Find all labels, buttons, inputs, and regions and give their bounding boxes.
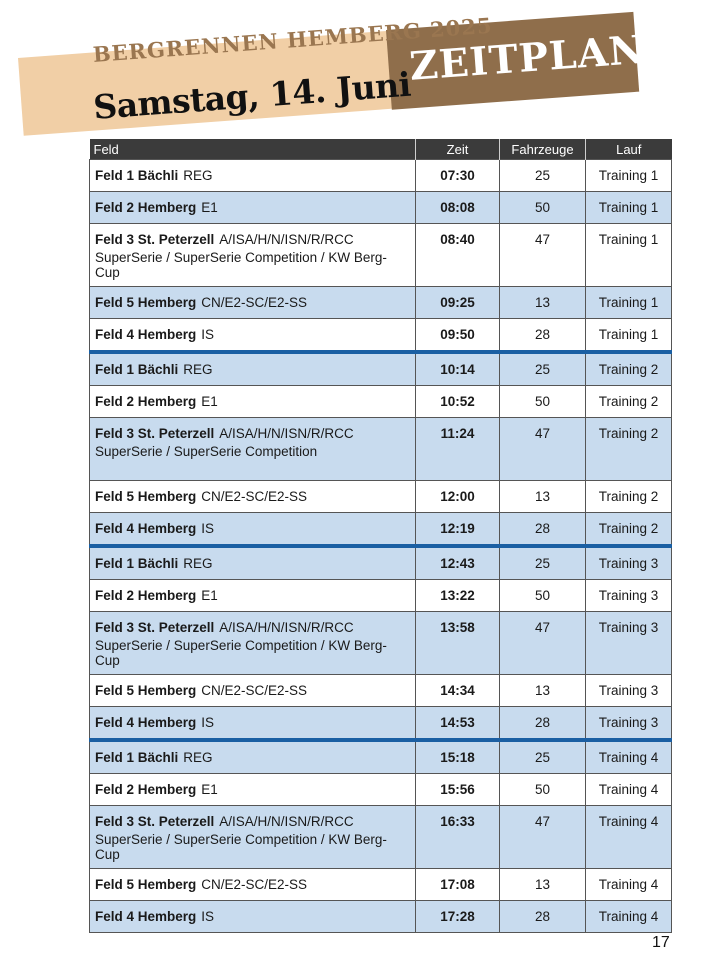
table-row <box>90 869 672 901</box>
table-row <box>90 224 672 287</box>
feld-name: Feld 3 St. Peterzell <box>95 814 215 829</box>
feld-name: Feld 3 St. Peterzell <box>95 426 215 441</box>
feld-name: Feld 2 Hemberg <box>95 588 197 603</box>
table-header-row <box>90 139 672 160</box>
feld-cell <box>90 386 416 418</box>
fahrzeuge-cell: 13 <box>500 287 586 319</box>
zeit-cell: 14:53 <box>416 707 500 741</box>
feld-class: REG <box>183 750 213 765</box>
table-row <box>90 160 672 192</box>
feld-cell <box>90 774 416 806</box>
table-row <box>90 192 672 224</box>
table-row <box>90 546 672 580</box>
feld-name: Feld 2 Hemberg <box>95 394 197 409</box>
feld-name: Feld 2 Hemberg <box>95 782 197 797</box>
feld-name: Feld 4 Hemberg <box>95 715 197 730</box>
fahrzeuge-cell: 25 <box>500 740 586 774</box>
feld-series: SuperSerie / SuperSerie Competition / KW Berg-Cup <box>95 250 387 280</box>
feld-name: Feld 5 Hemberg <box>95 877 197 892</box>
feld-class: E1 <box>201 394 218 409</box>
fahrzeuge-cell: 47 <box>500 806 586 869</box>
feld-cell <box>90 675 416 707</box>
feld-name: Feld 1 Bächli <box>95 362 179 377</box>
lauf-cell: Training 4 <box>586 869 672 901</box>
zeit-cell: 08:08 <box>416 192 500 224</box>
feld-name: Feld 3 St. Peterzell <box>95 232 215 247</box>
lauf-cell: Training 1 <box>586 319 672 353</box>
feld-name: Feld 5 Hemberg <box>95 683 197 698</box>
feld-class: A/ISA/H/N/ISN/R/RCC <box>219 814 354 829</box>
feld-cell <box>90 901 416 933</box>
lauf-cell: Training 1 <box>586 160 672 192</box>
column-header-lauf: Lauf <box>586 139 672 160</box>
feld-name: Feld 4 Hemberg <box>95 909 197 924</box>
feld-cell <box>90 740 416 774</box>
event-title: BERGRENNEN HEMBERG 2025 <box>92 12 494 67</box>
fahrzeuge-cell: 25 <box>500 160 586 192</box>
zeit-cell: 15:18 <box>416 740 500 774</box>
table-row <box>90 386 672 418</box>
fahrzeuge-cell: 50 <box>500 386 586 418</box>
fahrzeuge-cell: 28 <box>500 707 586 741</box>
feld-cell <box>90 513 416 547</box>
lauf-cell: Training 2 <box>586 352 672 386</box>
lauf-cell: Training 1 <box>586 287 672 319</box>
feld-name: Feld 2 Hemberg <box>95 200 197 215</box>
feld-cell <box>90 192 416 224</box>
feld-cell <box>90 224 416 287</box>
zeit-cell: 11:24 <box>416 418 500 481</box>
table-row <box>90 740 672 774</box>
feld-name: Feld 3 St. Peterzell <box>95 620 215 635</box>
schedule-table <box>89 139 672 933</box>
zeit-cell: 13:22 <box>416 580 500 612</box>
table-row <box>90 513 672 547</box>
lauf-cell: Training 3 <box>586 580 672 612</box>
feld-cell <box>90 418 416 481</box>
section-title: ZEITPLAN <box>408 26 647 90</box>
lauf-cell: Training 1 <box>586 192 672 224</box>
feld-cell <box>90 580 416 612</box>
fahrzeuge-cell: 47 <box>500 612 586 675</box>
zeit-cell: 12:00 <box>416 481 500 513</box>
lauf-cell: Training 4 <box>586 806 672 869</box>
feld-class: A/ISA/H/N/ISN/R/RCC <box>219 426 354 441</box>
feld-class: CN/E2-SC/E2-SS <box>201 877 308 892</box>
zeit-cell: 09:50 <box>416 319 500 353</box>
fahrzeuge-cell: 13 <box>500 481 586 513</box>
feld-cell <box>90 481 416 513</box>
zeit-cell: 14:34 <box>416 675 500 707</box>
zeit-cell: 12:19 <box>416 513 500 547</box>
lauf-cell: Training 4 <box>586 901 672 933</box>
table-row <box>90 418 672 481</box>
table-row <box>90 675 672 707</box>
column-header-feld: Feld <box>90 139 416 160</box>
lauf-cell: Training 3 <box>586 612 672 675</box>
feld-name: Feld 1 Bächli <box>95 750 179 765</box>
feld-cell <box>90 160 416 192</box>
feld-series: SuperSerie / SuperSerie Competition / KW Berg-Cup <box>95 832 387 862</box>
zeit-cell: 08:40 <box>416 224 500 287</box>
zeit-cell: 07:30 <box>416 160 500 192</box>
table-row <box>90 580 672 612</box>
feld-cell <box>90 352 416 386</box>
feld-cell <box>90 612 416 675</box>
feld-class: REG <box>183 168 213 183</box>
table-row <box>90 774 672 806</box>
fahrzeuge-cell: 13 <box>500 869 586 901</box>
feld-cell <box>90 707 416 741</box>
table-row <box>90 287 672 319</box>
feld-name: Feld 1 Bächli <box>95 556 179 571</box>
lauf-cell: Training 2 <box>586 386 672 418</box>
fahrzeuge-cell: 47 <box>500 418 586 481</box>
table-row <box>90 707 672 741</box>
feld-class: E1 <box>201 588 218 603</box>
table-row <box>90 319 672 353</box>
table-row <box>90 901 672 933</box>
feld-class: CN/E2-SC/E2-SS <box>201 489 308 504</box>
feld-cell <box>90 287 416 319</box>
zeit-cell: 17:08 <box>416 869 500 901</box>
fahrzeuge-cell: 50 <box>500 774 586 806</box>
fahrzeuge-cell: 28 <box>500 513 586 547</box>
feld-cell <box>90 546 416 580</box>
schedule-body <box>90 160 672 933</box>
feld-class: CN/E2-SC/E2-SS <box>201 683 308 698</box>
feld-class: REG <box>183 556 213 571</box>
feld-name: Feld 5 Hemberg <box>95 489 197 504</box>
lauf-cell: Training 4 <box>586 740 672 774</box>
feld-series: SuperSerie / SuperSerie Competition <box>95 444 318 459</box>
zeit-cell: 12:43 <box>416 546 500 580</box>
lauf-cell: Training 2 <box>586 418 672 481</box>
feld-name: Feld 1 Bächli <box>95 168 179 183</box>
feld-class: E1 <box>201 200 218 215</box>
feld-class: A/ISA/H/N/ISN/R/RCC <box>219 620 354 635</box>
lauf-cell: Training 2 <box>586 481 672 513</box>
feld-class: CN/E2-SC/E2-SS <box>201 295 308 310</box>
lauf-cell: Training 3 <box>586 707 672 741</box>
column-header-fahrzeuge: Fahrzeuge <box>500 139 586 160</box>
lauf-cell: Training 3 <box>586 546 672 580</box>
feld-class: REG <box>183 362 213 377</box>
column-header-zeit: Zeit <box>416 139 500 160</box>
feld-name: Feld 5 Hemberg <box>95 295 197 310</box>
fahrzeuge-cell: 25 <box>500 546 586 580</box>
fahrzeuge-cell: 50 <box>500 580 586 612</box>
fahrzeuge-cell: 47 <box>500 224 586 287</box>
feld-cell <box>90 869 416 901</box>
feld-class: E1 <box>201 782 218 797</box>
zeit-cell: 15:56 <box>416 774 500 806</box>
feld-class: A/ISA/H/N/ISN/R/RCC <box>219 232 354 247</box>
lauf-cell: Training 3 <box>586 675 672 707</box>
feld-series: SuperSerie / SuperSerie Competition / KW Berg-Cup <box>95 638 387 668</box>
lauf-cell: Training 1 <box>586 224 672 287</box>
table-row <box>90 352 672 386</box>
fahrzeuge-cell: 28 <box>500 319 586 353</box>
table-row <box>90 481 672 513</box>
zeit-cell: 10:14 <box>416 352 500 386</box>
feld-class: IS <box>201 715 215 730</box>
feld-name: Feld 4 Hemberg <box>95 521 197 536</box>
zeit-cell: 13:58 <box>416 612 500 675</box>
feld-class: IS <box>201 909 215 924</box>
feld-name: Feld 4 Hemberg <box>95 327 197 342</box>
feld-class: IS <box>201 521 215 536</box>
fahrzeuge-cell: 25 <box>500 352 586 386</box>
zeit-cell: 10:52 <box>416 386 500 418</box>
fahrzeuge-cell: 50 <box>500 192 586 224</box>
lauf-cell: Training 4 <box>586 774 672 806</box>
fahrzeuge-cell: 28 <box>500 901 586 933</box>
fahrzeuge-cell: 13 <box>500 675 586 707</box>
zeit-cell: 17:28 <box>416 901 500 933</box>
feld-class: IS <box>201 327 215 342</box>
feld-cell <box>90 806 416 869</box>
zeit-cell: 16:33 <box>416 806 500 869</box>
lauf-cell: Training 2 <box>586 513 672 547</box>
table-row <box>90 806 672 869</box>
page-number: 17 <box>652 934 670 951</box>
day-title: Samstag, 14. Juni <box>92 64 412 127</box>
zeit-cell: 09:25 <box>416 287 500 319</box>
table-row <box>90 612 672 675</box>
feld-cell <box>90 319 416 353</box>
